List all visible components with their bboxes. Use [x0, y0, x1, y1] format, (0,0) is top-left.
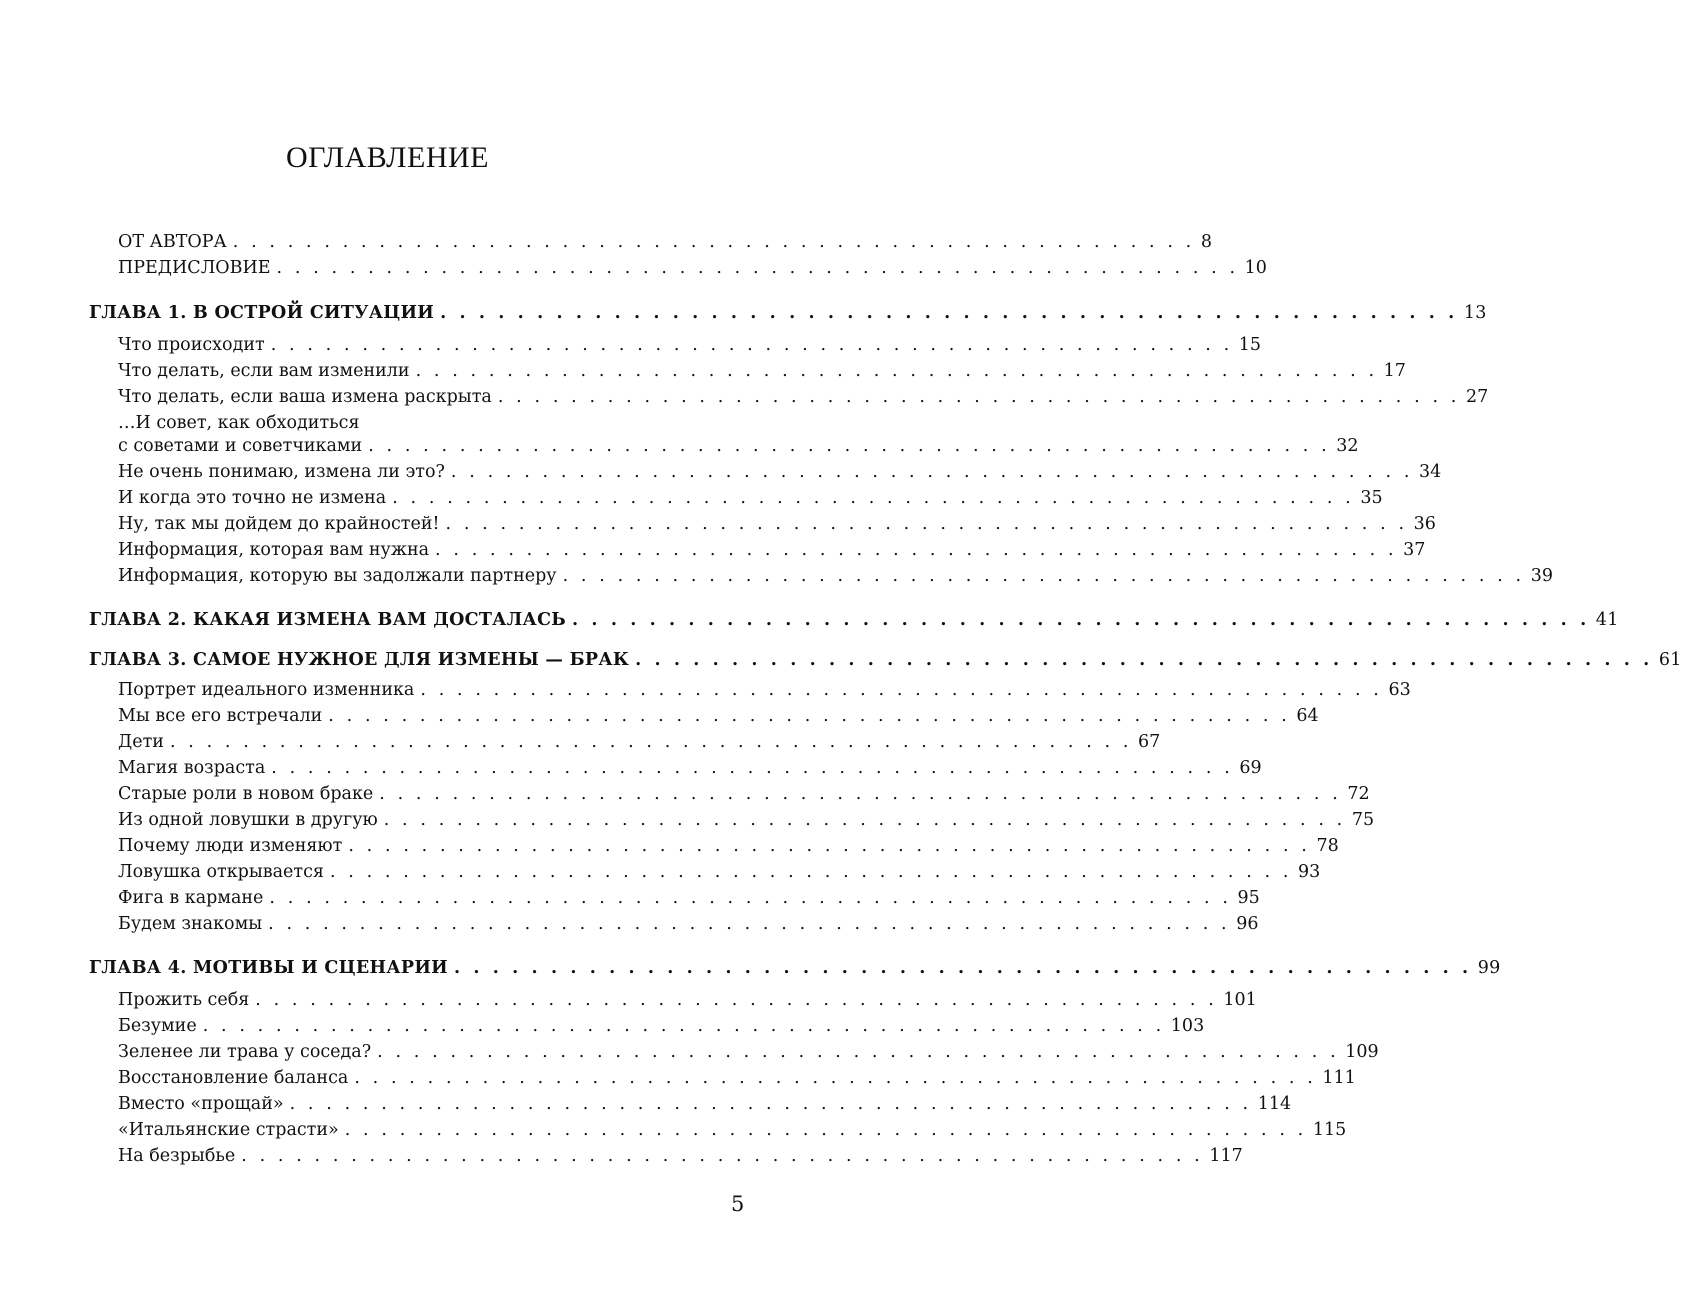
toc-entry — [118, 332, 1262, 358]
toc-entry — [118, 384, 1489, 410]
leader-dots: . . . . . . . . . . . . . . . . . . . . . . . . . . . . . . . . . . . . . . . . . . . . . . . . . . . . . — [368, 436, 1331, 456]
entry-label: Не очень понимаю, измена ли это? — [118, 462, 445, 482]
toc-chapter — [89, 607, 1619, 633]
toc-chapter — [89, 647, 1682, 673]
entry-label: Будем знакомы — [118, 914, 263, 934]
leader-dots: . . . . . . . . . . . . . . . . . . . . . . . . . . . . . . . . . . . . . . . . . . . . . . . . . . . . . — [454, 958, 1472, 978]
entry-page: 93 — [1298, 862, 1321, 882]
toc-entry — [118, 459, 1442, 485]
toc-entry — [118, 987, 1257, 1013]
entry-label: Прожить себя — [118, 990, 250, 1010]
toc-entry — [118, 703, 1319, 729]
toc-entry — [118, 911, 1259, 937]
toc-entry — [118, 1117, 1347, 1143]
leader-dots: . . . . . . . . . . . . . . . . . . . . . . . . . . . . . . . . . . . . . . . . . . . . . . . . . . . . . — [497, 387, 1460, 407]
entry-label: И когда это точно не измена — [118, 488, 387, 508]
leader-dots: . . . . . . . . . . . . . . . . . . . . . . . . . . . . . . . . . . . . . . . . . . . . . . . . . . . . . — [329, 862, 1293, 882]
entry-page: 75 — [1351, 810, 1375, 830]
toc-entry — [118, 433, 1359, 459]
entry-label: Вместо «прощай» — [118, 1094, 284, 1114]
leader-dots: . . . . . . . . . . . . . . . . . . . . . . . . . . . . . . . . . . . . . . . . . . . . . . . . . . . . . — [562, 566, 1525, 586]
entry-page: 39 — [1530, 566, 1553, 586]
toc-entry — [118, 781, 1370, 807]
leader-dots: . . . . . . . . . . . . . . . . . . . . . . . . . . . . . . . . . . . . . . . . . . . . . . . . . . . . . — [202, 1016, 1165, 1036]
toc-entry — [118, 485, 1383, 511]
toc-chapter — [89, 300, 1487, 326]
leader-dots: . . . . . . . . . . . . . . . . . . . . . . . . . . . . . . . . . . . . . . . . . . . . . . . . . . . . . — [392, 488, 1355, 508]
leader-dots: . . . . . . . . . . . . . . . . . . . . . . . . . . . . . . . . . . . . . . . . . . . . . . . . . . . . . — [276, 258, 1239, 278]
entry-label: Из одной ловушки в другую — [118, 810, 378, 830]
leader-dots: . . . . . . . . . . . . . . . . . . . . . . . . . . . . . . . . . . . . . . . . . . . . . . . . . . . . . — [344, 1120, 1307, 1140]
entry-label: Фига в кармане — [118, 888, 264, 908]
toc-entry — [118, 1091, 1292, 1117]
entry-page: 114 — [1257, 1094, 1292, 1114]
leader-dots: . . . . . . . . . . . . . . . . . . . . . . . . . . . . . . . . . . . . . . . . . . . . . . . . . . . . . — [255, 990, 1218, 1010]
entry-label: Безумие — [118, 1016, 197, 1036]
toc-entry — [118, 229, 1212, 255]
entry-page: 115 — [1312, 1120, 1347, 1140]
entry-page: 64 — [1296, 706, 1319, 726]
entry-page: 99 — [1477, 958, 1501, 978]
leader-dots: . . . . . . . . . . . . . . . . . . . . . . . . . . . . . . . . . . . . . . . . . . . . . . . . . . . . . — [328, 706, 1291, 726]
entry-page: 103 — [1170, 1016, 1205, 1036]
leader-dots: . . . . . . . . . . . . . . . . . . . . . . . . . . . . . . . . . . . . . . . . . . . . . . . . . . . . . — [435, 540, 1398, 560]
entry-label: Портрет идеального изменника — [118, 680, 415, 700]
toc-entry — [118, 833, 1339, 859]
entry-page: 41 — [1595, 610, 1619, 630]
entry-page: 61 — [1658, 650, 1682, 670]
entry-page: 27 — [1465, 387, 1489, 407]
leader-dots: . . . . . . . . . . . . . . . . . . . . . . . . . . . . . . . . . . . . . . . . . . . . . . . . . . . . . — [572, 610, 1590, 630]
entry-label: Мы все его встречали — [118, 706, 323, 726]
chapter-label: ГЛАВА 2. КАКАЯ ИЗМЕНА ВАМ ДОСТАЛАСЬ — [89, 610, 567, 630]
page-number: 5 — [731, 1192, 745, 1216]
entry-page: 10 — [1244, 258, 1267, 278]
leader-dots: . . . . . . . . . . . . . . . . . . . . . . . . . . . . . . . . . . . . . . . . . . . . . . . . . . . . . — [450, 462, 1414, 482]
entry-label: ОТ АВТОРА — [118, 232, 227, 252]
toc-entry — [118, 1039, 1379, 1065]
leader-dots: . . . . . . . . . . . . . . . . . . . . . . . . . . . . . . . . . . . . . . . . . . . . . . . . . . . . . — [268, 914, 1231, 934]
leader-dots: . . . . . . . . . . . . . . . . . . . . . . . . . . . . . . . . . . . . . . . . . . . . . . . . . . . . . — [289, 1094, 1252, 1114]
entry-label: Информация, которая вам нужна — [118, 540, 430, 560]
toc-entry — [118, 1013, 1205, 1039]
leader-dots: . . . . . . . . . . . . . . . . . . . . . . . . . . . . . . . . . . . . . . . . . . . . . . . . . . . . . — [354, 1068, 1317, 1088]
entry-label: Дети — [118, 732, 164, 752]
entry-label: Почему люди изменяют — [118, 836, 343, 856]
toc-entry — [118, 1065, 1356, 1091]
leader-dots: . . . . . . . . . . . . . . . . . . . . . . . . . . . . . . . . . . . . . . . . . . . . . . . . . . . . . — [269, 888, 1232, 908]
entry-page: 95 — [1237, 888, 1260, 908]
leader-dots: . . . . . . . . . . . . . . . . . . . . . . . . . . . . . . . . . . . . . . . . . . . . . . . . . . . . . — [445, 514, 1408, 534]
chapter-label: ГЛАВА 3. САМОЕ НУЖНОЕ ДЛЯ ИЗМЕНЫ — БРАК — [89, 650, 630, 670]
toc-title: ОГЛАВЛЕНИЕ — [286, 141, 489, 174]
toc-chapter — [89, 955, 1501, 981]
entry-label: с советами и советчиками — [118, 436, 363, 456]
entry-page: 67 — [1138, 732, 1161, 752]
entry-label: ПРЕДИСЛОВИЕ — [118, 258, 271, 278]
entry-label: Ну, так мы дойдем до крайностей! — [118, 514, 440, 534]
entry-label: Восстановление баланса — [118, 1068, 349, 1088]
chapter-label: ГЛАВА 1. В ОСТРОЙ СИТУАЦИИ — [89, 303, 435, 323]
entry-label: Ловушка открывается — [118, 862, 324, 882]
entry-label-line: …И совет, как обходиться — [118, 413, 360, 433]
entry-label: Магия возраста — [118, 758, 266, 778]
entry-page: 96 — [1236, 914, 1259, 934]
toc-entry — [118, 729, 1161, 755]
toc-entry — [118, 859, 1321, 885]
toc-entry — [118, 677, 1411, 703]
leader-dots: . . . . . . . . . . . . . . . . . . . . . . . . . . . . . . . . . . . . . . . . . . . . . . . . . . . . . — [420, 680, 1383, 700]
toc-entry — [118, 755, 1262, 781]
leader-dots: . . . . . . . . . . . . . . . . . . . . . . . . . . . . . . . . . . . . . . . . . . . . . . . . . . . . . — [379, 784, 1342, 804]
toc-entry — [118, 537, 1426, 563]
leader-dots: . . . . . . . . . . . . . . . . . . . . . . . . . . . . . . . . . . . . . . . . . . . . . . . . . . . . . — [635, 650, 1653, 670]
toc-entry — [118, 255, 1267, 281]
entry-page: 69 — [1239, 758, 1262, 778]
leader-dots: . . . . . . . . . . . . . . . . . . . . . . . . . . . . . . . . . . . . . . . . . . . . . . . . . . . . . — [415, 361, 1378, 381]
entry-label: Что делать, если вам изменили — [118, 361, 410, 381]
entry-page: 72 — [1347, 784, 1370, 804]
entry-page: 101 — [1223, 990, 1257, 1010]
toc-entry — [118, 358, 1406, 384]
entry-page: 13 — [1463, 303, 1487, 323]
toc-entry — [118, 1143, 1243, 1169]
entry-label: «Итальянские страсти» — [118, 1120, 339, 1140]
entry-label: Зеленее ли трава у соседа? — [118, 1042, 372, 1062]
entry-page: 36 — [1413, 514, 1436, 534]
chapter-label: ГЛАВА 4. МОТИВЫ И СЦЕНАРИИ — [89, 958, 449, 978]
leader-dots: . . . . . . . . . . . . . . . . . . . . . . . . . . . . . . . . . . . . . . . . . . . . . . . . . . . . . — [377, 1042, 1340, 1062]
leader-dots: . . . . . . . . . . . . . . . . . . . . . . . . . . . . . . . . . . . . . . . . . . . . . . . . . . . . . — [271, 758, 1234, 778]
leader-dots: . . . . . . . . . . . . . . . . . . . . . . . . . . . . . . . . . . . . . . . . . . . . . . . . . . . . . — [440, 303, 1458, 323]
entry-page: 37 — [1403, 540, 1426, 560]
toc-entry — [118, 511, 1436, 537]
entry-page: 17 — [1383, 361, 1406, 381]
leader-dots: . . . . . . . . . . . . . . . . . . . . . . . . . . . . . . . . . . . . . . . . . . . . . . . . . . . . . — [169, 732, 1133, 752]
entry-page: 109 — [1345, 1042, 1379, 1062]
entry-page: 34 — [1419, 462, 1442, 482]
entry-page: 32 — [1336, 436, 1359, 456]
entry-page: 111 — [1322, 1068, 1356, 1088]
entry-page: 8 — [1200, 232, 1212, 252]
entry-page: 78 — [1316, 836, 1339, 856]
toc-entry — [118, 885, 1260, 911]
leader-dots: . . . . . . . . . . . . . . . . . . . . . . . . . . . . . . . . . . . . . . . . . . . . . . . . . . . . . — [348, 836, 1311, 856]
entry-page: 63 — [1388, 680, 1411, 700]
leader-dots: . . . . . . . . . . . . . . . . . . . . . . . . . . . . . . . . . . . . . . . . . . . . . . . . . . . . . — [270, 335, 1233, 355]
entry-page: 117 — [1209, 1146, 1243, 1166]
entry-label: Что происходит — [118, 335, 265, 355]
leader-dots: . . . . . . . . . . . . . . . . . . . . . . . . . . . . . . . . . . . . . . . . . . . . . . . . . . . . . — [383, 810, 1346, 830]
entry-page: 35 — [1360, 488, 1383, 508]
leader-dots: . . . . . . . . . . . . . . . . . . . . . . . . . . . . . . . . . . . . . . . . . . . . . . . . . . . . . — [241, 1146, 1204, 1166]
toc-entry — [118, 807, 1375, 833]
entry-page: 15 — [1238, 335, 1262, 355]
entry-label: Информация, которую вы задолжали партнеру — [118, 566, 557, 586]
entry-label: На безрыбье — [118, 1146, 236, 1166]
toc-entry — [118, 563, 1553, 589]
entry-label: Старые роли в новом браке — [118, 784, 374, 804]
entry-label: Что делать, если ваша измена раскрыта — [118, 387, 492, 407]
leader-dots: . . . . . . . . . . . . . . . . . . . . . . . . . . . . . . . . . . . . . . . . . . . . . . . . . . . . . — [232, 232, 1195, 252]
